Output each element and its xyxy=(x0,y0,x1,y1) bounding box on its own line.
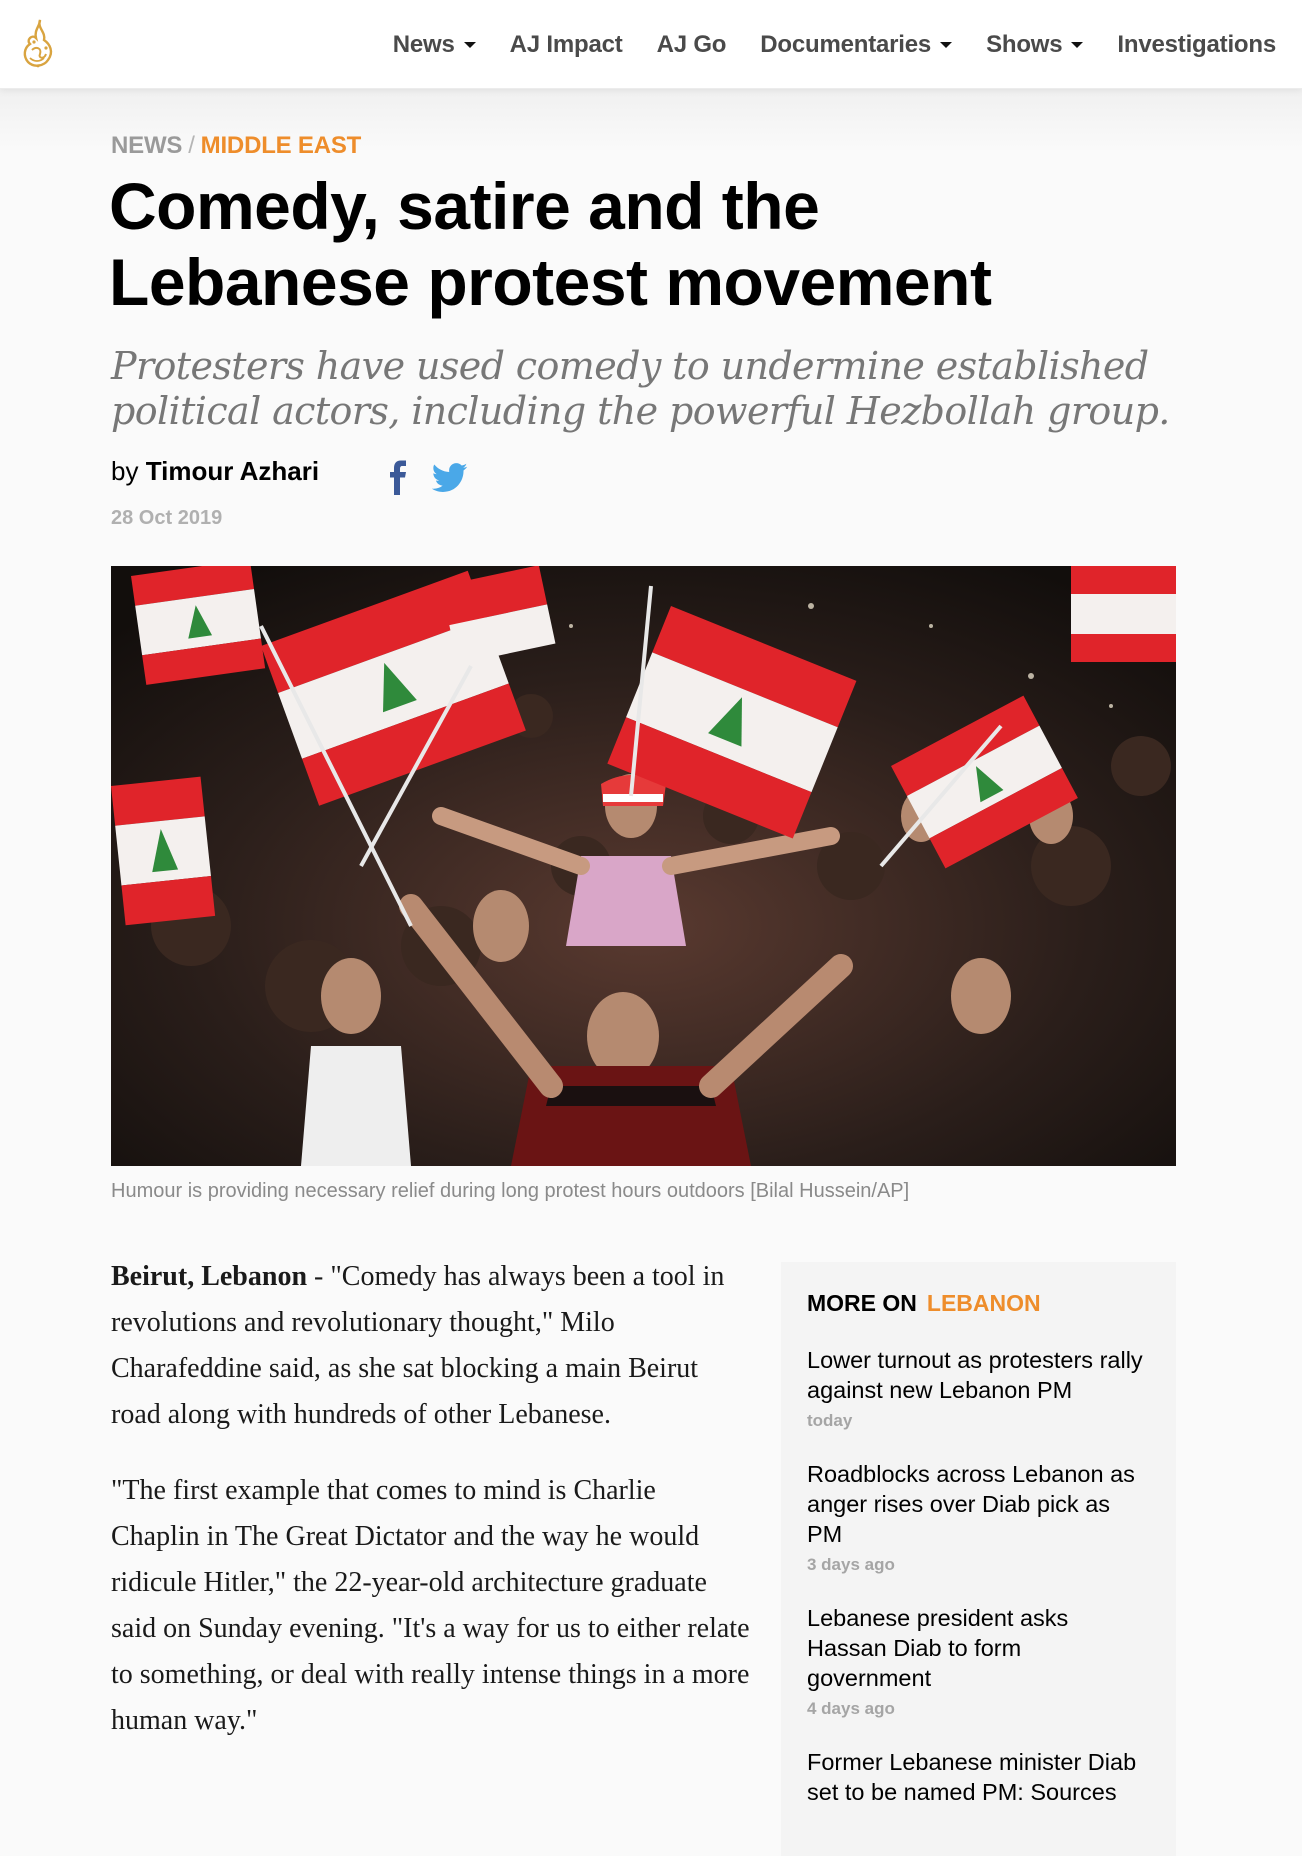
related-story-time: 4 days ago xyxy=(807,1699,895,1718)
twitter-icon xyxy=(432,462,468,494)
paragraph-text: - "Comedy has always been a tool in revolutions and revolutionary thought," Milo Charafeddine said, as she sat blocking a main Beirut road along with hundreds of other Lebanese. xyxy=(111,1261,725,1430)
related-story[interactable] xyxy=(807,1459,1150,1575)
chevron-down-icon xyxy=(464,42,476,48)
breadcrumb-news-link[interactable]: NEWS xyxy=(111,132,183,159)
breadcrumb xyxy=(111,132,361,160)
breadcrumb-middle-east-link[interactable]: MIDDLE EAST xyxy=(200,132,362,159)
related-story[interactable] xyxy=(807,1345,1150,1431)
facebook-icon xyxy=(384,460,414,496)
article-title-line-1: Comedy, satire and the xyxy=(109,169,820,243)
article-title-line-2: Lebanese protest movement xyxy=(109,245,992,319)
author-link[interactable]: Timour Azhari xyxy=(145,456,320,486)
main-nav xyxy=(393,0,1276,89)
related-story[interactable] xyxy=(807,1603,1150,1719)
article-paragraph xyxy=(111,1254,751,1438)
related-story-title[interactable]: Roadblocks across Lebanon as anger rises over Diab pick as PM xyxy=(807,1461,1135,1547)
twitter-share-button[interactable] xyxy=(432,462,468,499)
chevron-down-icon xyxy=(940,42,952,48)
sidebar-topic-link[interactable]: LEBANON xyxy=(926,1290,1041,1316)
share-buttons xyxy=(384,460,468,501)
publish-date: 28 Oct 2019 xyxy=(111,507,223,529)
nav-news[interactable] xyxy=(393,31,476,59)
related-story[interactable] xyxy=(807,1747,1150,1807)
al-jazeera-logo-icon[interactable] xyxy=(20,18,56,72)
nav-aj-go[interactable] xyxy=(657,31,727,59)
nav-investigations[interactable] xyxy=(1117,31,1276,59)
image-caption: Humour is providing necessary relief during long protest hours outdoors [Bilal Hussein/AP] xyxy=(111,1180,910,1202)
sidebar-heading xyxy=(807,1290,1150,1317)
byline xyxy=(111,456,319,487)
nav-documentaries[interactable] xyxy=(760,31,952,59)
chevron-down-icon xyxy=(1071,42,1083,48)
site-header xyxy=(0,0,1302,89)
article-paragraph xyxy=(111,1468,751,1744)
related-story-title[interactable]: Lebanese president asks Hassan Diab to form government xyxy=(807,1605,1069,1691)
related-story-title[interactable]: Former Lebanese minister Diab set to be named PM: Sources xyxy=(807,1749,1137,1805)
nav-news-label: News xyxy=(392,30,455,58)
article-body xyxy=(111,1254,751,1774)
related-story-title[interactable]: Lower turnout as protesters rally against new Lebanon PM xyxy=(807,1347,1143,1403)
article-hero-image xyxy=(111,566,1176,1166)
sidebar-heading-prefix: MORE ON xyxy=(807,1290,917,1316)
breadcrumb-separator: / xyxy=(188,132,195,159)
more-on-sidebar xyxy=(781,1262,1176,1856)
facebook-share-button[interactable] xyxy=(384,460,432,501)
article-subtitle: Protesters have used comedy to undermine established political actors, including the powerful Hezbollah group. xyxy=(111,344,1170,433)
nav-aj-go-label: AJ Go xyxy=(656,30,727,58)
nav-shows-label: Shows xyxy=(986,30,1063,58)
nav-documentaries-label: Documentaries xyxy=(760,30,932,58)
related-story-time: 3 days ago xyxy=(807,1555,895,1574)
article-title xyxy=(109,168,1109,320)
nav-shows[interactable] xyxy=(986,31,1083,59)
related-story-time: today xyxy=(807,1411,853,1430)
byline-prefix: by xyxy=(111,456,139,486)
nav-investigations-label: Investigations xyxy=(1117,30,1276,58)
dateline: Beirut, Lebanon xyxy=(111,1261,308,1292)
nav-aj-impact-label: AJ Impact xyxy=(509,30,623,58)
nav-aj-impact[interactable] xyxy=(510,31,623,59)
paragraph-text: "The first example that comes to mind is Charlie Chaplin in The Great Dictator and the way he would ridicule Hitler," the 22-year-old architecture graduate said on Sunday evening. "It's a way for us to either relate to something, or deal with really intense things in a more human way." xyxy=(111,1475,750,1736)
